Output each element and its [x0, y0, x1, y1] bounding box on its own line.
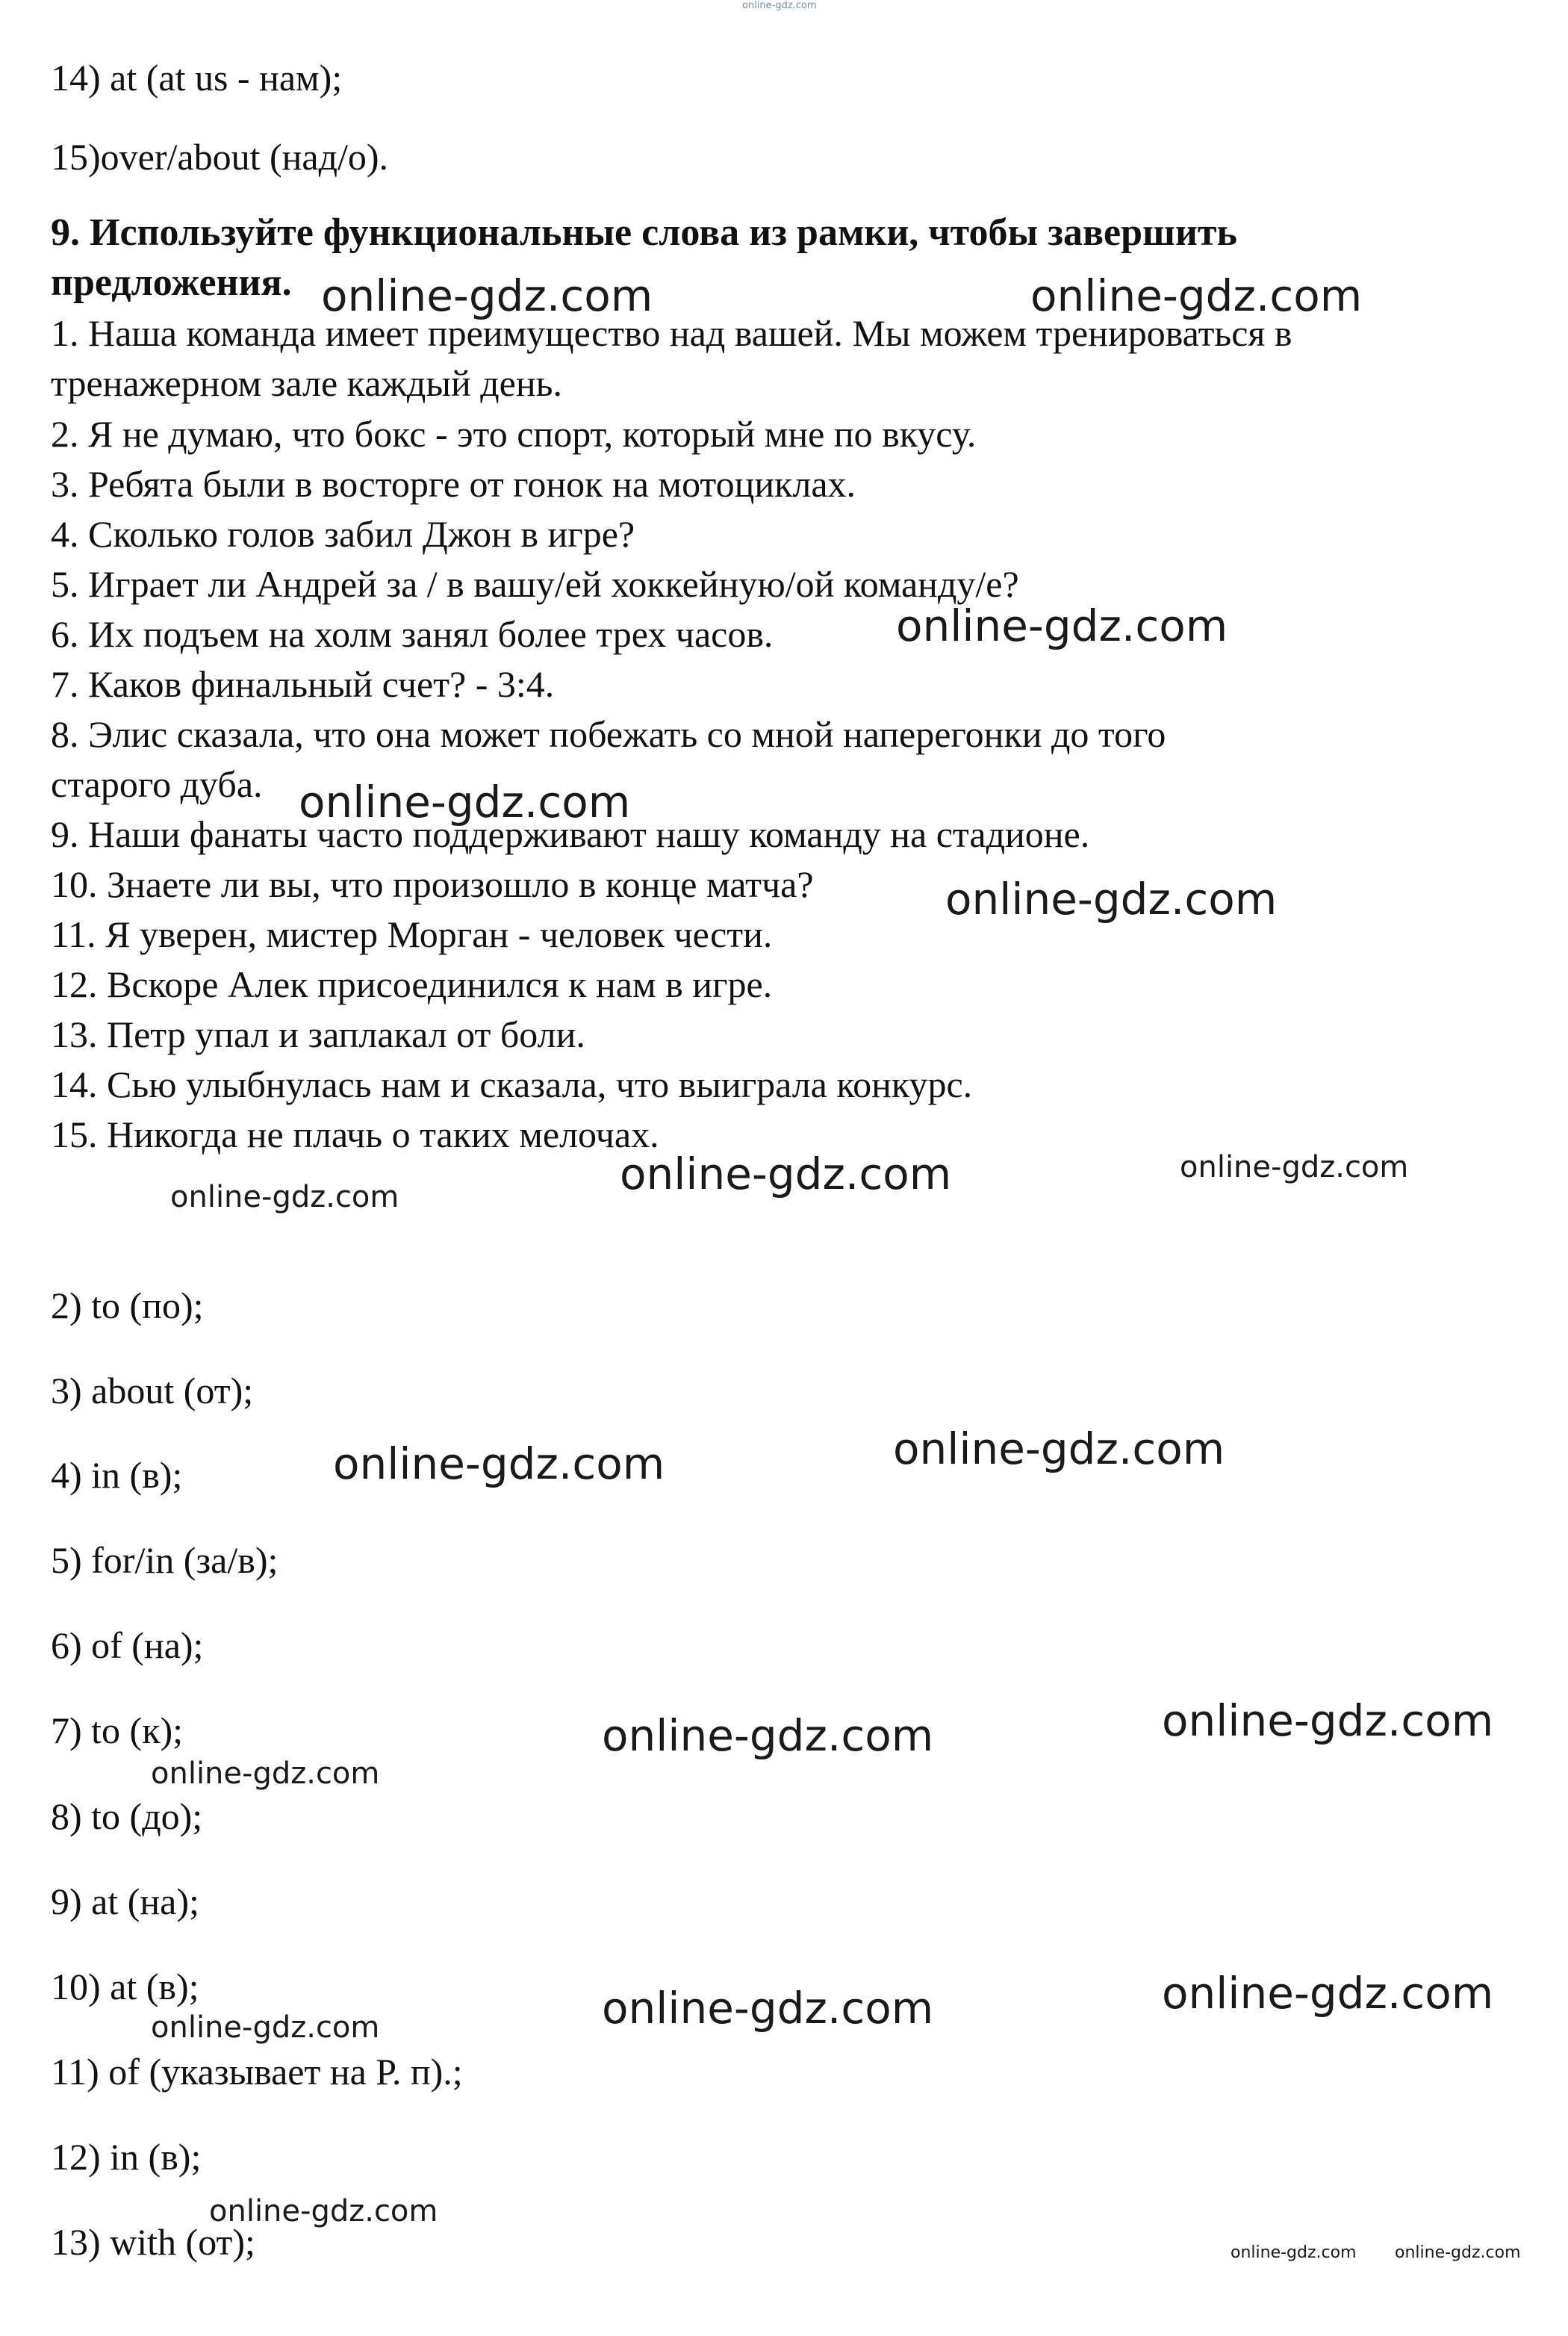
sentence-line: 11. Я уверен, мистер Морган - человек чести.	[51, 913, 773, 955]
sentence-line: 5. Играет ли Андрей за / в вашу/ей хоккейную/ой команду/е?	[51, 563, 1019, 605]
watermark: online-gdz.com	[170, 1180, 399, 1214]
watermark: online-gdz.com	[299, 777, 631, 827]
task-heading-line2: предложения.	[51, 261, 292, 304]
watermark: online-gdz.com	[602, 1710, 934, 1761]
task-heading-line1: 9. Используйте функциональные слова из рамки, чтобы завершить	[51, 211, 1237, 254]
answer-line: 5) for/in (за/в);	[51, 1539, 279, 1581]
sentence-line: тренажерном зале каждый день.	[51, 362, 562, 404]
sentence-line: 14. Сью улыбнулась нам и сказала, что выиграла конкурс.	[51, 1063, 973, 1105]
sentence-line: старого дуба.	[51, 763, 263, 805]
watermark: online-gdz.com	[893, 1423, 1225, 1474]
answer-line: 2) to (по);	[51, 1285, 204, 1326]
watermark-top: online-gdz.com	[742, 0, 817, 11]
answer-line: 13) with (от);	[51, 2221, 255, 2263]
answer-line-14: 14) at (at us - нам);	[51, 57, 343, 99]
watermark: online-gdz.com	[1395, 2243, 1521, 2262]
watermark: online-gdz.com	[1030, 270, 1363, 321]
answer-line: 7) to (к);	[51, 1709, 184, 1751]
watermark: online-gdz.com	[602, 1983, 934, 2034]
sentence-line: 13. Петр упал и заплакал от боли.	[51, 1013, 585, 1055]
sentence-line: 10. Знаете ли вы, что произошло в конце матча?	[51, 863, 814, 905]
sentence-line: 3. Ребята были в восторге от гонок на мотоциклах.	[51, 463, 856, 505]
sentence-line: 2. Я не думаю, что бокс - это спорт, который мне по вкусу.	[51, 413, 977, 455]
watermark: online-gdz.com	[151, 2010, 380, 2045]
answer-line: 4) in (в);	[51, 1454, 183, 1496]
sentence-line: 8. Элис сказала, что она может побежать со мной наперегонки до того	[51, 713, 1166, 755]
answer-line: 3) about (от);	[51, 1370, 254, 1411]
answer-line: 8) to (до);	[51, 1795, 203, 1837]
sentence-line: 4. Сколько голов забил Джон в игре?	[51, 513, 635, 555]
watermark: online-gdz.com	[896, 600, 1228, 651]
watermark: online-gdz.com	[333, 1438, 665, 1489]
answer-line: 12) in (в);	[51, 2136, 202, 2178]
answer-line: 6) of (на);	[51, 1624, 204, 1666]
answer-line: 10) at (в);	[51, 1966, 199, 2007]
sentence-line: 7. Каков финальный счет? - 3:4.	[51, 663, 555, 705]
sentence-line: 9. Наши фанаты часто поддерживают нашу команду на стадионе.	[51, 813, 1090, 855]
sentence-line: 15. Никогда не плачь о таких мелочах.	[51, 1113, 659, 1155]
watermark: online-gdz.com	[1231, 2243, 1357, 2262]
watermark: online-gdz.com	[620, 1149, 952, 1199]
sentence-line: 1. Наша команда имеет преимущество над вашей. Мы можем тренироваться в	[51, 312, 1292, 354]
watermark: online-gdz.com	[1180, 1150, 1409, 1184]
watermark: online-gdz.com	[1162, 1695, 1494, 1746]
answer-line: 11) of (указывает на Р. п).;	[51, 2051, 463, 2093]
answer-line-15: 15)over/about (над/о).	[51, 136, 389, 178]
sentence-line: 12. Вскоре Алек присоединился к нам в игре.	[51, 963, 773, 1005]
watermark: online-gdz.com	[151, 1756, 380, 1791]
watermark: online-gdz.com	[321, 270, 653, 321]
watermark: online-gdz.com	[209, 2194, 438, 2228]
sentence-line: 6. Их подъем на холм занял более трех часов.	[51, 613, 774, 655]
watermark: online-gdz.com	[1162, 1968, 1494, 2019]
watermark: online-gdz.com	[945, 874, 1278, 925]
answer-line: 9) at (на);	[51, 1880, 199, 1922]
